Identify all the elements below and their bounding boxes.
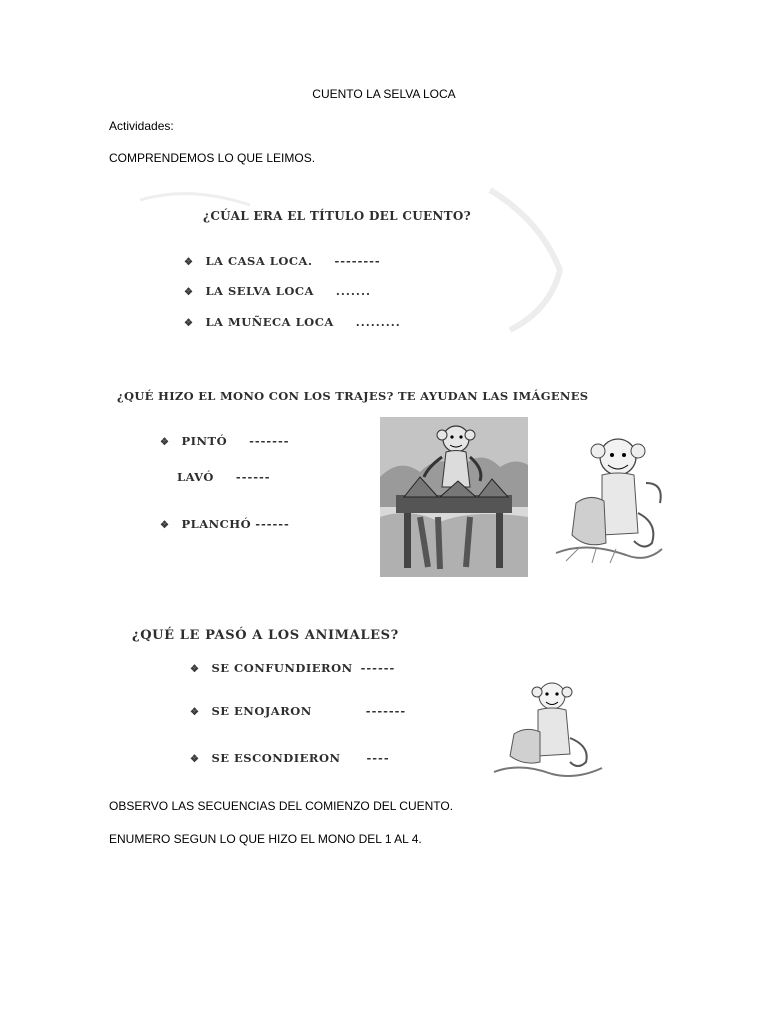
answer-blank[interactable]: ....... <box>335 284 371 298</box>
answer-blank[interactable]: -------- <box>334 254 381 268</box>
answer-blank[interactable]: ......... <box>355 315 401 329</box>
option-item <box>177 470 271 484</box>
diamond-bullet-icon: ❖ <box>190 754 200 765</box>
diamond-bullet-icon: ❖ <box>160 437 170 448</box>
diamond-bullet-icon: ❖ <box>184 287 194 298</box>
option-text: SE ENOJARON <box>211 704 312 718</box>
answer-blank[interactable]: ------ <box>235 470 271 484</box>
option-item <box>190 751 390 765</box>
option-item <box>184 254 381 268</box>
option-text: LA MUÑECA LOCA <box>205 315 334 329</box>
option-text: SE ESCONDIERON <box>211 751 341 765</box>
diamond-bullet-icon: ❖ <box>190 664 200 675</box>
diamond-bullet-icon: ❖ <box>190 707 200 718</box>
footer-line-observe: OBSERVO LAS SECUENCIAS DEL COMIENZO DEL CUENTO. <box>109 799 454 813</box>
diamond-bullet-icon: ❖ <box>184 257 194 268</box>
question-animals: ¿QUÉ LE PASÓ A LOS ANIMALES? <box>132 628 399 643</box>
option-text: SE CONFUNDIERON <box>211 661 353 675</box>
option-item <box>184 284 371 298</box>
activities-label: Actividades: <box>109 119 174 133</box>
option-text: LAVÓ <box>177 470 214 484</box>
option-text: PINTÓ <box>181 434 228 448</box>
option-item <box>160 517 290 531</box>
option-text: LA CASA LOCA. <box>205 254 313 268</box>
answer-blank[interactable]: ------- <box>365 704 407 718</box>
answer-blank[interactable]: ------ <box>255 517 290 531</box>
option-item <box>190 704 406 718</box>
document-title: CUENTO LA SELVA LOCA <box>312 87 456 101</box>
option-item <box>160 434 290 448</box>
option-text: LA SELVA LOCA <box>205 284 314 298</box>
footer-line-enumerate: ENUMERO SEGUN LO QUE HIZO EL MONO DEL 1 AL 4. <box>109 832 422 846</box>
monkey-washing-illustration <box>380 417 528 577</box>
monkey-small-sketch-illustration <box>490 676 608 780</box>
answer-blank[interactable]: ------- <box>249 434 290 448</box>
diamond-bullet-icon: ❖ <box>184 318 194 329</box>
option-text: PLANCHÓ <box>181 517 252 531</box>
question-monkey-suits: ¿QUÉ HIZO EL MONO CON LOS TRAJES? TE AYUDAN LAS IMÁGENES <box>117 389 589 403</box>
option-item <box>190 661 395 675</box>
option-item <box>184 315 401 329</box>
question-title-of-story: ¿CÚAL ERA EL TÍTULO DEL CUENTO? <box>203 209 471 223</box>
diamond-bullet-icon: ❖ <box>160 520 170 531</box>
monkey-sketch-illustration <box>546 423 670 569</box>
answer-blank[interactable]: ------ <box>360 661 396 675</box>
intro-text: COMPRENDEMOS LO QUE LEIMOS. <box>109 151 316 165</box>
answer-blank[interactable]: ---- <box>366 751 390 765</box>
